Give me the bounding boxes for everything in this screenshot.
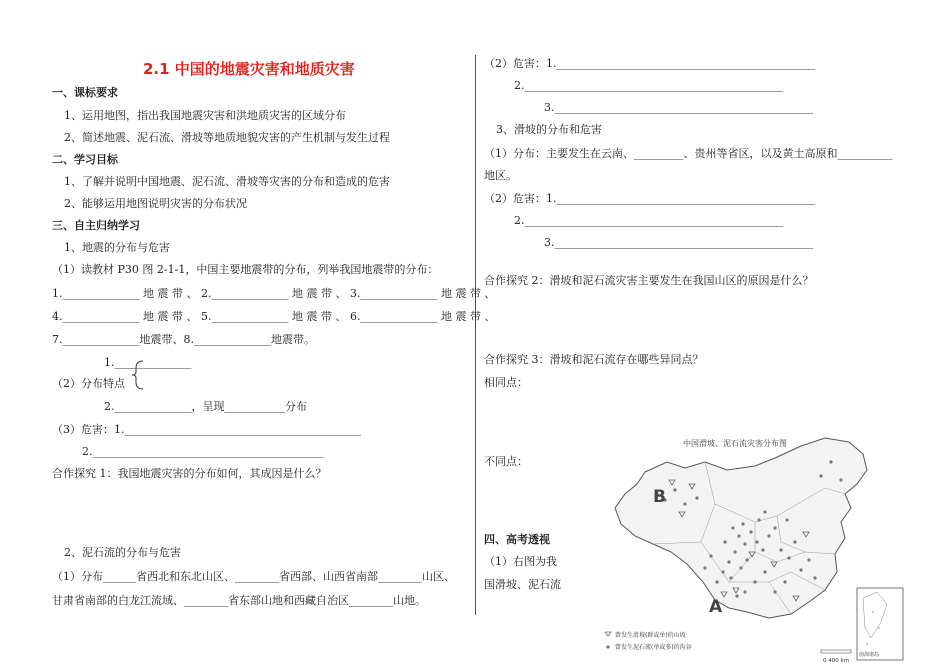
fill-in-blank-row: 甘肃省南部的白龙江流域、________省东部山地和西藏自治区________山地。: [52, 594, 426, 607]
text-line: 1、了解并说明中国地震、泥石流、滑坡等灾害的分布和造成的危害: [64, 175, 390, 188]
fill-in-blank-row: （1）分布：主要发生在云南、_________、贵州等省区，以及黄土高原和__________: [484, 147, 893, 160]
section-heading-2: 二、学习目标: [52, 153, 118, 166]
fill-in-blank: 2._______________________________________________: [514, 79, 783, 92]
text-line: 2、简述地震、泥石流、滑坡等地质地貌灾害的产生机制与发生过程: [64, 131, 390, 144]
map-label-a: A: [709, 597, 723, 617]
china-landslide-map: [605, 432, 921, 666]
fill-in-blank-row: 1.______________ 地 震 带 、 2.______________ 地 震 带 、 3.______________ 地 震 带 、: [52, 287, 496, 300]
text-line: （1）右图为我: [484, 555, 557, 568]
subheading: 2、泥石流的分布与危害: [64, 546, 181, 559]
fill-in-blank: 2.______________，呈现___________分布: [104, 400, 307, 413]
page-title: 2.1 中国的地震灾害和地质灾害: [143, 60, 355, 78]
legend-landslide-icon: [605, 632, 611, 636]
fill-in-blank: （2）危害：1._______________________________________________: [484, 192, 815, 205]
map-label-b: B: [653, 487, 666, 507]
label-same: 相同点：: [484, 376, 528, 389]
fill-in-blank-row: （1）分布______省西北和东北山区、________省西部、山西省南部________山区、: [52, 570, 455, 583]
fill-in-blank: （2）危害：1._______________________________________________: [484, 57, 815, 70]
fill-in-blank: 1.______________: [104, 356, 192, 369]
scale-label: 0 400 km: [823, 658, 850, 664]
text-line: 2、能够运用地图说明灾害的分布状况: [64, 197, 247, 210]
section-heading-3: 三、自主归纳学习: [52, 219, 140, 232]
map-title: 中国滑坡、泥石流灾害分布图: [683, 439, 787, 448]
fill-in-blank-row: 7.______________地震带、8.______________地震带。: [52, 333, 315, 346]
subheading: 3、滑坡的分布和危害: [496, 123, 602, 136]
fill-in-blank: （3）危害：1.___________________________________________: [52, 423, 361, 436]
inset-label: 南海诸岛: [859, 652, 880, 658]
fill-in-blank: 3._______________________________________________: [544, 236, 813, 249]
text-line: 国滑坡、泥石流: [484, 578, 561, 591]
scale-bar: [821, 650, 851, 653]
brace-icon: [131, 360, 145, 390]
cooperative-question: 合作探究 3：滑坡和泥石流存在哪些异同点？: [484, 353, 704, 366]
fill-in-blank: 2.__________________________________________: [82, 445, 324, 458]
section-heading-1: 一、课标要求: [52, 86, 118, 99]
fill-in-blank-row: 4.______________ 地 震 带 、 5.______________ 地 震 带 、 6.______________ 地 震 带 、: [52, 310, 496, 323]
cooperative-question: 合作探究 2：滑坡和泥石流灾害主要发生在我国山区的原因是什么？: [484, 274, 814, 287]
cooperative-question: 合作探究 1：我国地震灾害的分布如何，其成因是什么？: [52, 467, 327, 480]
legend-mudflow: 曾发生泥石流(单或多)的沟谷: [615, 644, 692, 651]
legend-landslide: 曾发生滑坡(群或单)的山坡: [615, 632, 686, 639]
map-figure: [605, 432, 921, 666]
text-line: 1、运用地图，指出我国地震灾害和洪地质灾害的区域分布: [64, 109, 346, 122]
section-heading-4: 四、高考透视: [484, 533, 550, 546]
question-text: （1）读教材 P30 图 2-1-1，中国主要地震带的分布，列举我国地震带的分布：: [52, 263, 439, 276]
question-text: （2）分布特点: [52, 377, 125, 390]
column-divider: [475, 55, 476, 615]
fill-in-blank: 2._______________________________________________: [514, 214, 783, 227]
china-outline: [615, 438, 867, 618]
text-line: 地区。: [484, 169, 517, 182]
subheading: 1、地震的分布与危害: [64, 241, 170, 254]
label-diff: 不同点：: [484, 455, 528, 468]
legend-mudflow-icon: [606, 645, 609, 648]
fill-in-blank: 3._______________________________________________: [544, 101, 813, 114]
